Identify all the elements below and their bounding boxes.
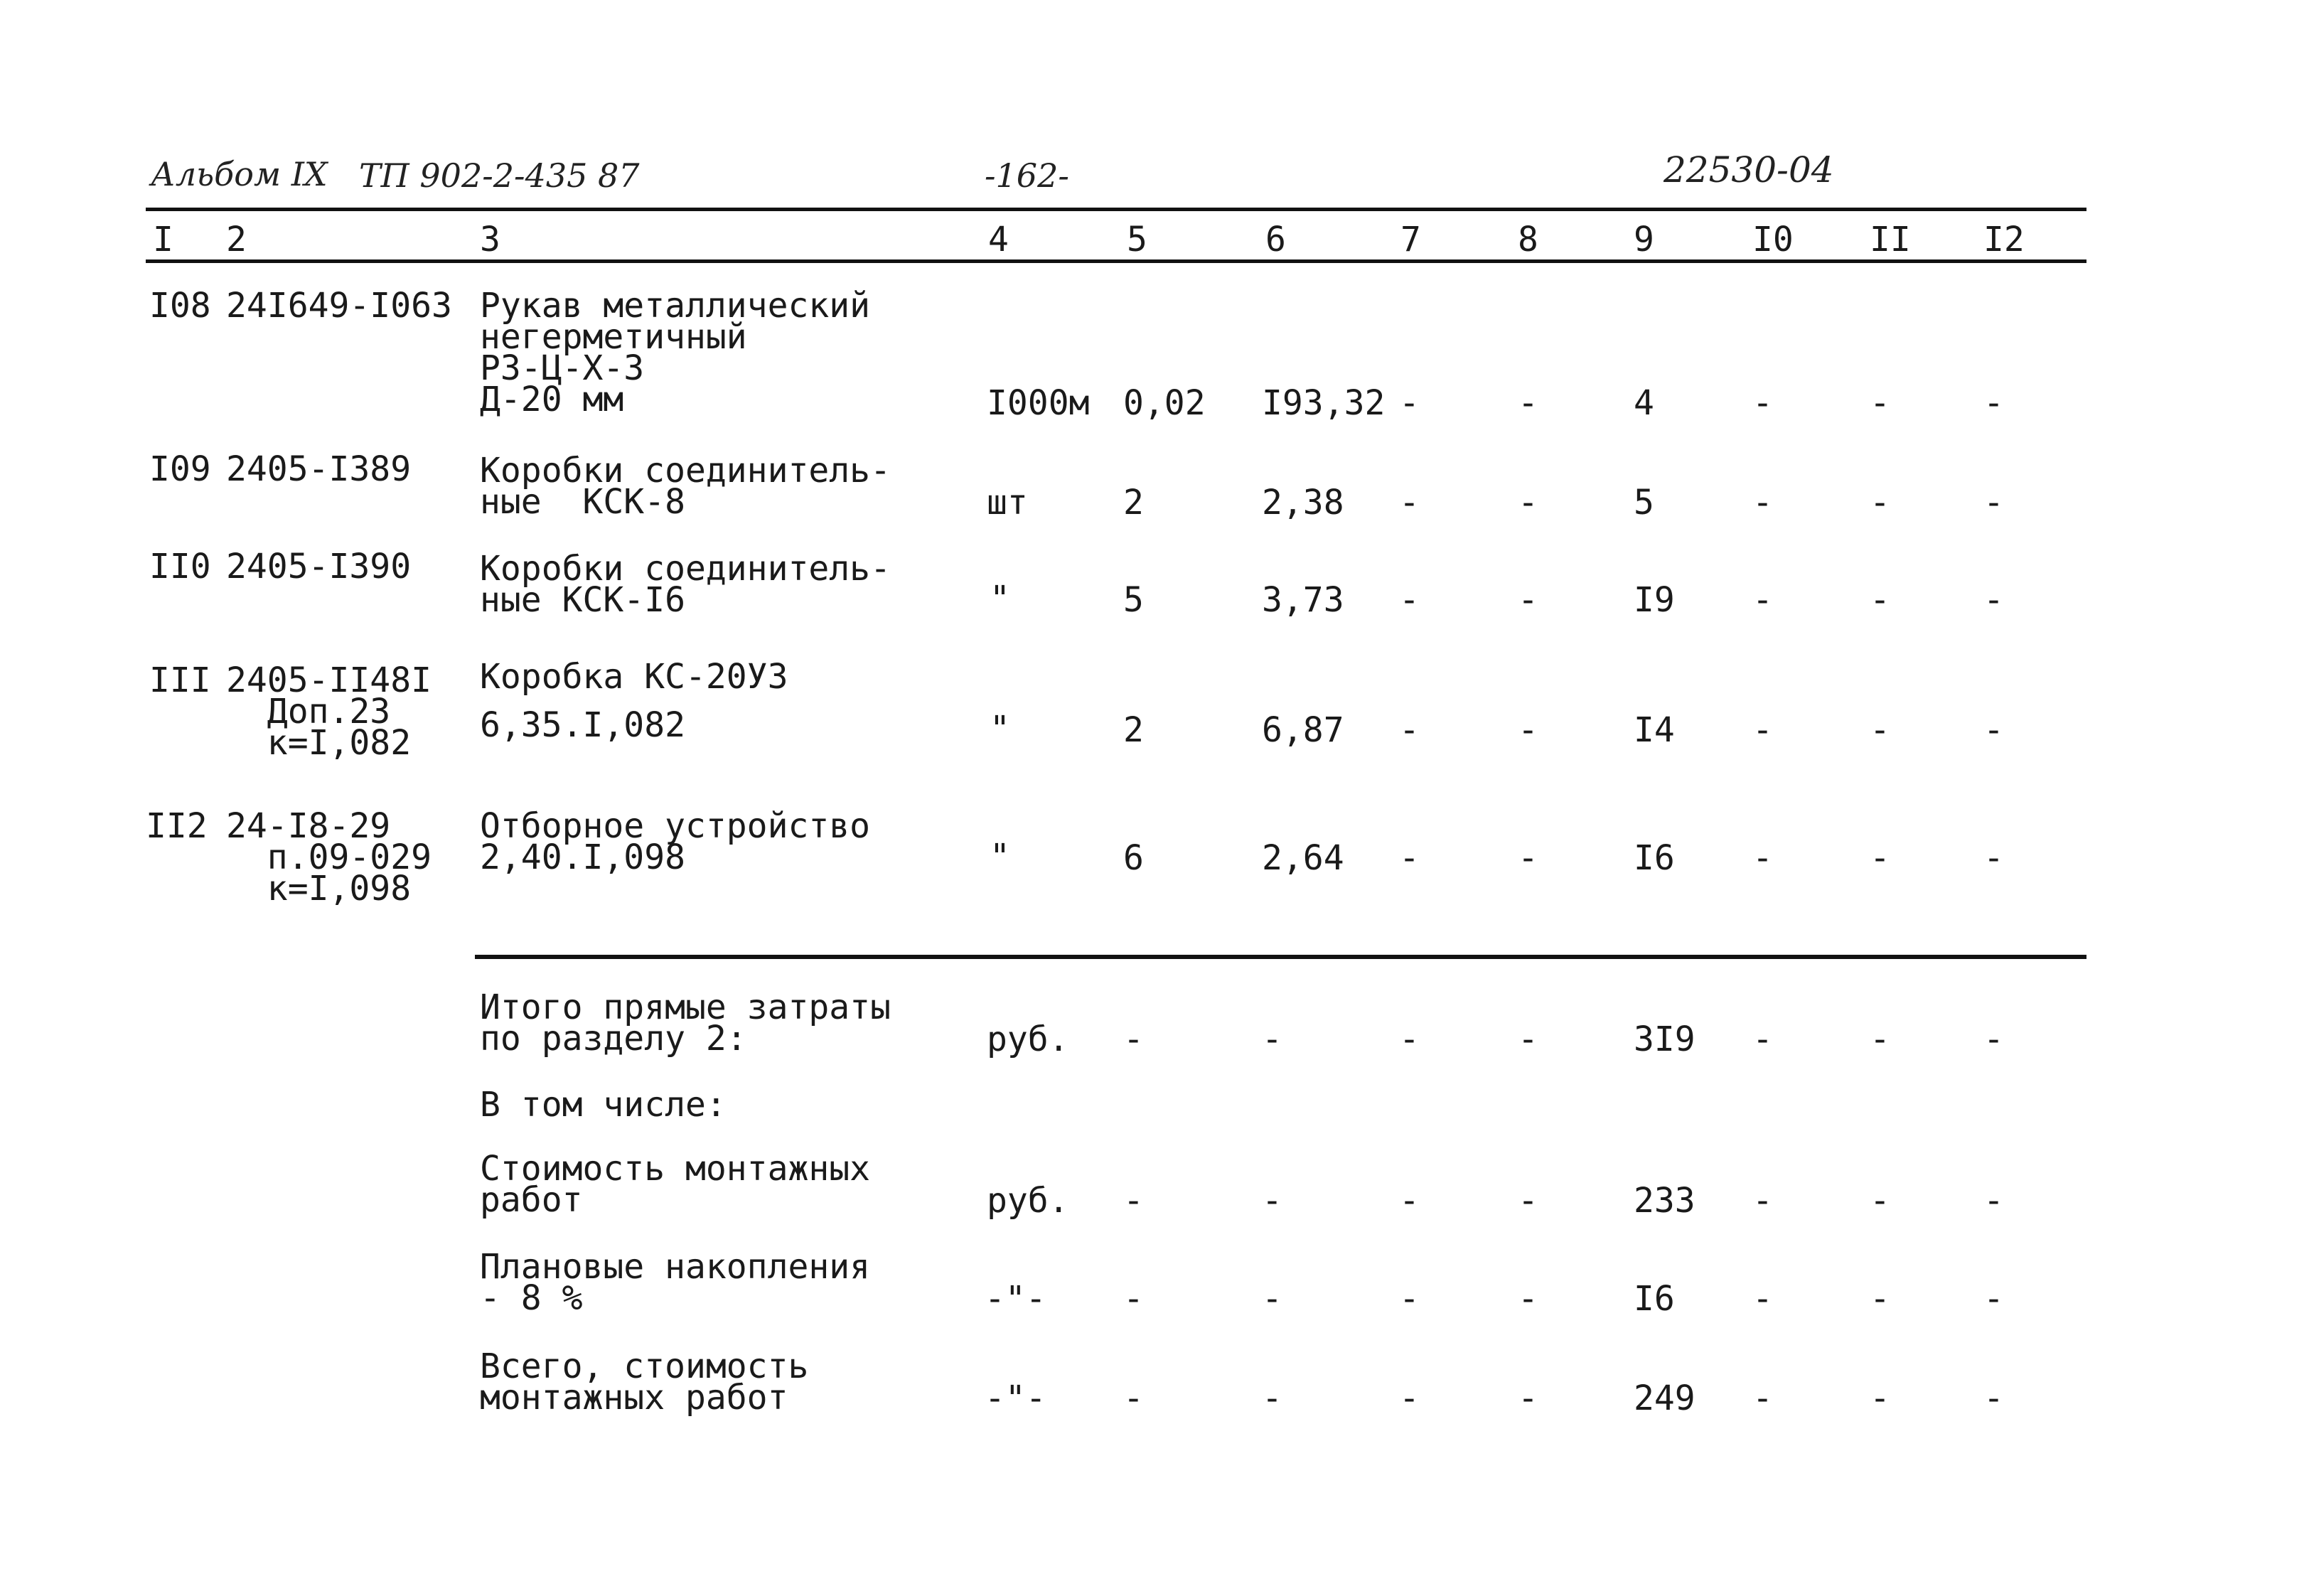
row-price: 6,87 xyxy=(1262,710,1344,750)
summary-subheading: В том числе: xyxy=(480,1085,727,1125)
row-col9: 4 xyxy=(1634,383,1654,423)
summary-unit: руб. xyxy=(987,1181,1069,1221)
col-header-9: 9 xyxy=(1634,220,1654,259)
summary-unit: -"- xyxy=(985,1279,1046,1319)
summary-col12: - xyxy=(1983,1378,2004,1418)
summary-col6: - xyxy=(1262,1279,1282,1319)
row-name: Отборное устройство 2,40.I,098 xyxy=(480,806,871,877)
row-col12: - xyxy=(1983,838,2004,878)
row-name: Коробка КС-20УЗ 6,35.I,082 xyxy=(480,657,788,745)
row-col10: - xyxy=(1752,383,1773,423)
summary-col11: - xyxy=(1870,1378,1890,1418)
col-header-6: 6 xyxy=(1265,220,1286,259)
summary-col7: - xyxy=(1399,1181,1420,1221)
summary-col6: - xyxy=(1262,1378,1282,1418)
summary-col11: - xyxy=(1870,1019,1890,1059)
summary-col7: - xyxy=(1399,1279,1420,1319)
summary-col7: - xyxy=(1399,1019,1420,1059)
row-number: III xyxy=(149,660,211,700)
row-price: I93,32 xyxy=(1262,383,1386,423)
header-top-rule xyxy=(146,208,2086,211)
row-name: Коробки соединитель- ные КСК-8 xyxy=(480,451,891,522)
summary-col12: - xyxy=(1983,1279,2004,1319)
row-col12: - xyxy=(1983,383,2004,423)
col-header-12: I2 xyxy=(1983,220,2025,259)
row-col12: - xyxy=(1983,580,2004,620)
col-header-11: II xyxy=(1870,220,1911,259)
summary-col6: - xyxy=(1262,1019,1282,1059)
row-code: 24I649-I063 xyxy=(226,286,452,326)
row-number: I09 xyxy=(149,449,211,489)
col-header-3: 3 xyxy=(480,220,500,259)
page-number: -162- xyxy=(985,156,1069,195)
summary-label: Стоимость монтажных работ xyxy=(480,1149,871,1220)
row-col8: - xyxy=(1518,383,1538,423)
row-col7: - xyxy=(1399,580,1420,620)
row-number: II0 xyxy=(149,547,211,587)
summary-col7: - xyxy=(1399,1378,1420,1418)
row-col11: - xyxy=(1870,710,1890,750)
row-code: 2405-I389 xyxy=(226,449,412,489)
summary-col5: - xyxy=(1123,1181,1144,1221)
summary-col11: - xyxy=(1870,1279,1890,1319)
project-number: ТП 902-2-435 87 xyxy=(359,156,640,195)
row-price: 2,64 xyxy=(1262,838,1344,878)
row-unit: " xyxy=(990,579,1010,618)
col-header-5: 5 xyxy=(1127,220,1147,259)
summary-label: Итого прямые затраты по разделу 2: xyxy=(480,987,891,1059)
summary-col9: 249 xyxy=(1634,1378,1695,1418)
summary-col5: - xyxy=(1123,1378,1144,1418)
summary-col10: - xyxy=(1752,1181,1773,1221)
row-col11: - xyxy=(1870,483,1890,523)
row-col8: - xyxy=(1518,710,1538,750)
row-col8: - xyxy=(1518,483,1538,523)
row-col9: I4 xyxy=(1634,710,1675,750)
col-header-1: I xyxy=(153,220,173,259)
row-qty: 6 xyxy=(1123,838,1144,878)
col-header-10: I0 xyxy=(1752,220,1794,259)
header-bottom-rule xyxy=(146,259,2086,263)
summary-col9: 3I9 xyxy=(1634,1019,1695,1059)
summary-col8: - xyxy=(1518,1378,1538,1418)
row-col9: I9 xyxy=(1634,580,1675,620)
document-code: 22530-04 xyxy=(1664,149,1834,191)
summary-label: Всего, стоимость монтажных работ xyxy=(480,1346,809,1418)
row-unit: шт xyxy=(987,483,1028,523)
row-col11: - xyxy=(1870,580,1890,620)
summary-col12: - xyxy=(1983,1019,2004,1059)
row-col12: - xyxy=(1983,710,2004,750)
section-divider-rule xyxy=(475,955,2086,959)
summary-col6: - xyxy=(1262,1181,1282,1221)
album-label: Альбом IX xyxy=(151,155,328,193)
row-number: II2 xyxy=(146,806,208,846)
row-col7: - xyxy=(1399,383,1420,423)
row-name: Коробки соединитель- ные КСК-I6 xyxy=(480,549,891,620)
row-qty: 2 xyxy=(1123,710,1144,750)
row-col11: - xyxy=(1870,838,1890,878)
row-col10: - xyxy=(1752,580,1773,620)
summary-col11: - xyxy=(1870,1181,1890,1221)
summary-col9: 233 xyxy=(1634,1181,1695,1221)
row-code: 24-I8-29 п.09-029 к=I,098 xyxy=(226,806,432,909)
summary-col10: - xyxy=(1752,1019,1773,1059)
col-header-8: 8 xyxy=(1518,220,1538,259)
row-col9: 5 xyxy=(1634,483,1654,523)
summary-col8: - xyxy=(1518,1181,1538,1221)
summary-col9: I6 xyxy=(1634,1279,1675,1319)
summary-col10: - xyxy=(1752,1378,1773,1418)
row-col9: I6 xyxy=(1634,838,1675,878)
row-unit: " xyxy=(990,709,1010,749)
row-qty: 5 xyxy=(1123,580,1144,620)
row-col10: - xyxy=(1752,483,1773,523)
row-col7: - xyxy=(1399,838,1420,878)
summary-col5: - xyxy=(1123,1279,1144,1319)
summary-col12: - xyxy=(1983,1181,2004,1221)
row-col7: - xyxy=(1399,483,1420,523)
summary-col10: - xyxy=(1752,1279,1773,1319)
row-code: 2405-II48I Доп.23 к=I,082 xyxy=(226,660,432,763)
summary-col8: - xyxy=(1518,1279,1538,1319)
row-name: Рукав металлический негерметичный РЗ-Ц-Х-3 Д-20 мм xyxy=(480,286,871,419)
row-unit: " xyxy=(990,837,1010,877)
row-qty: 2 xyxy=(1123,483,1144,523)
row-unit: I000м xyxy=(987,383,1090,423)
col-header-7: 7 xyxy=(1400,220,1421,259)
row-number: I08 xyxy=(149,286,211,326)
row-qty: 0,02 xyxy=(1123,383,1206,423)
row-col12: - xyxy=(1983,483,2004,523)
row-col8: - xyxy=(1518,838,1538,878)
summary-col5: - xyxy=(1123,1019,1144,1059)
row-col10: - xyxy=(1752,710,1773,750)
summary-col8: - xyxy=(1518,1019,1538,1059)
row-code: 2405-I390 xyxy=(226,547,412,587)
row-price: 2,38 xyxy=(1262,483,1344,523)
summary-unit: руб. xyxy=(987,1019,1069,1059)
row-col7: - xyxy=(1399,710,1420,750)
summary-unit: -"- xyxy=(985,1378,1046,1418)
row-col8: - xyxy=(1518,580,1538,620)
summary-label: Плановые накопления - 8 % xyxy=(480,1247,871,1318)
col-header-2: 2 xyxy=(226,220,247,259)
row-col10: - xyxy=(1752,838,1773,878)
col-header-4: 4 xyxy=(988,220,1009,259)
row-col11: - xyxy=(1870,383,1890,423)
row-price: 3,73 xyxy=(1262,580,1344,620)
